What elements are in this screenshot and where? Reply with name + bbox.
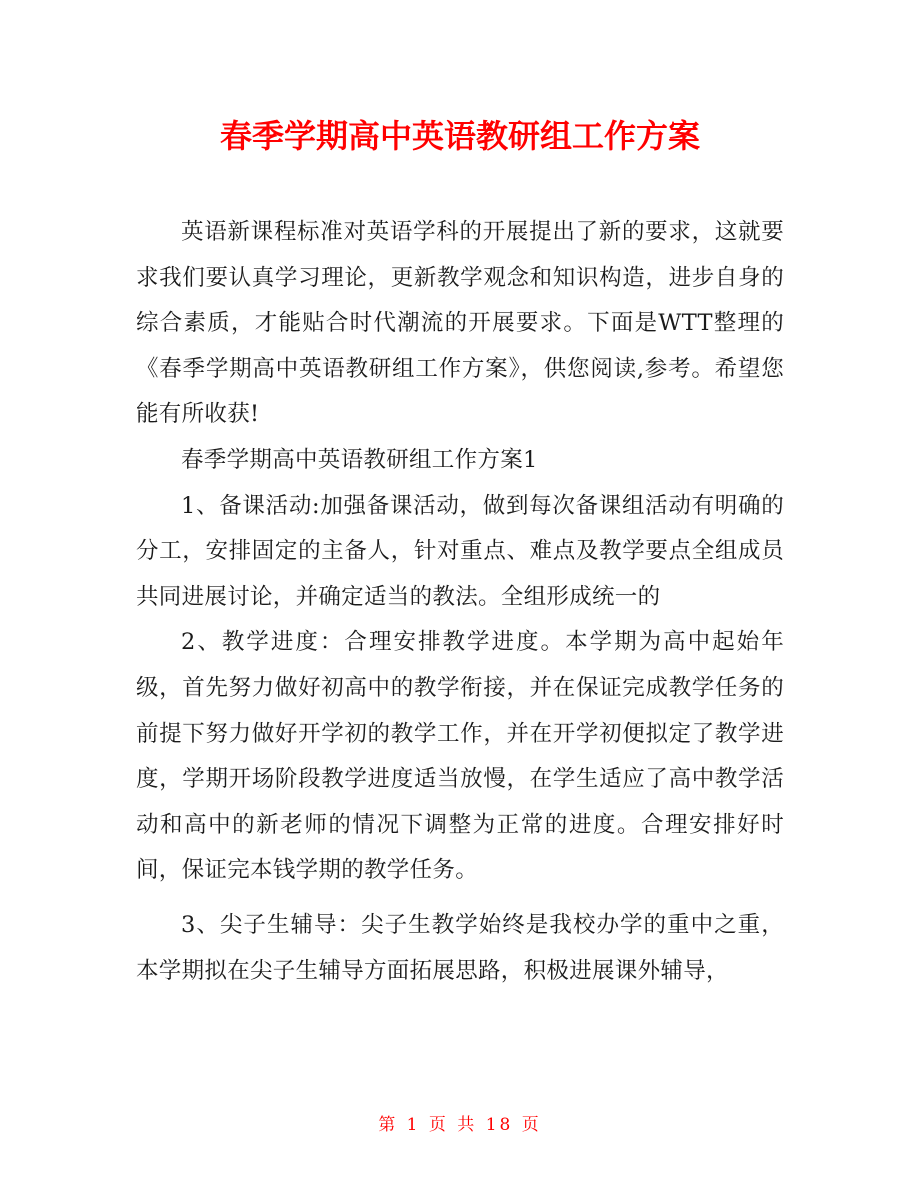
document-title: 春季学期高中英语教研组工作方案 xyxy=(219,117,700,155)
intro-paragraph: 英语新课程标准对英语学科的开展提出了新的要求，这就要求我们要认真学习理论，更新教学观念和知识构造，进步自身的综合素质，才能贴合时代潮流的开展要求。下面是WTT整理的《春季学期高中英语教研组工作方案》，供您阅读,参考。希望您能有所收获! xyxy=(136,219,784,428)
item-3-paragraph: 3、尖子生辅导：尖子生教学始终是我校办学的重中之重，本学期拟在尖子生辅导方面拓展思路，积极进展课外辅导， xyxy=(136,911,784,984)
section-heading: 春季学期高中英语教研组工作方案1 xyxy=(181,446,538,473)
item-1-paragraph: 1、备课活动:加强备课活动，做到每次备课组活动有明确的分工，安排固定的主备人，针对重点、难点及教学要点全组成员共同进展讨论，并确定适当的教法。全组形成统一的 xyxy=(136,492,784,610)
document-body xyxy=(136,210,784,994)
item-2-paragraph: 2、教学进度：合理安排教学进度。本学期为高中起始年级，首先努力做好初高中的教学衔接，并在保证完成教学任务的前提下努力做好开学初的教学工作，并在开学初便拟定了教学进度，学期开场阶段教学进度适当放慢，在学生适应了高中教学活动和高中的新老师的情况下调整为正常的进度。合理安排好时间，保证完本钱学期的教学任务。 xyxy=(136,629,784,884)
page-number-footer: 第 1 页 共 18 页 xyxy=(378,1115,542,1135)
